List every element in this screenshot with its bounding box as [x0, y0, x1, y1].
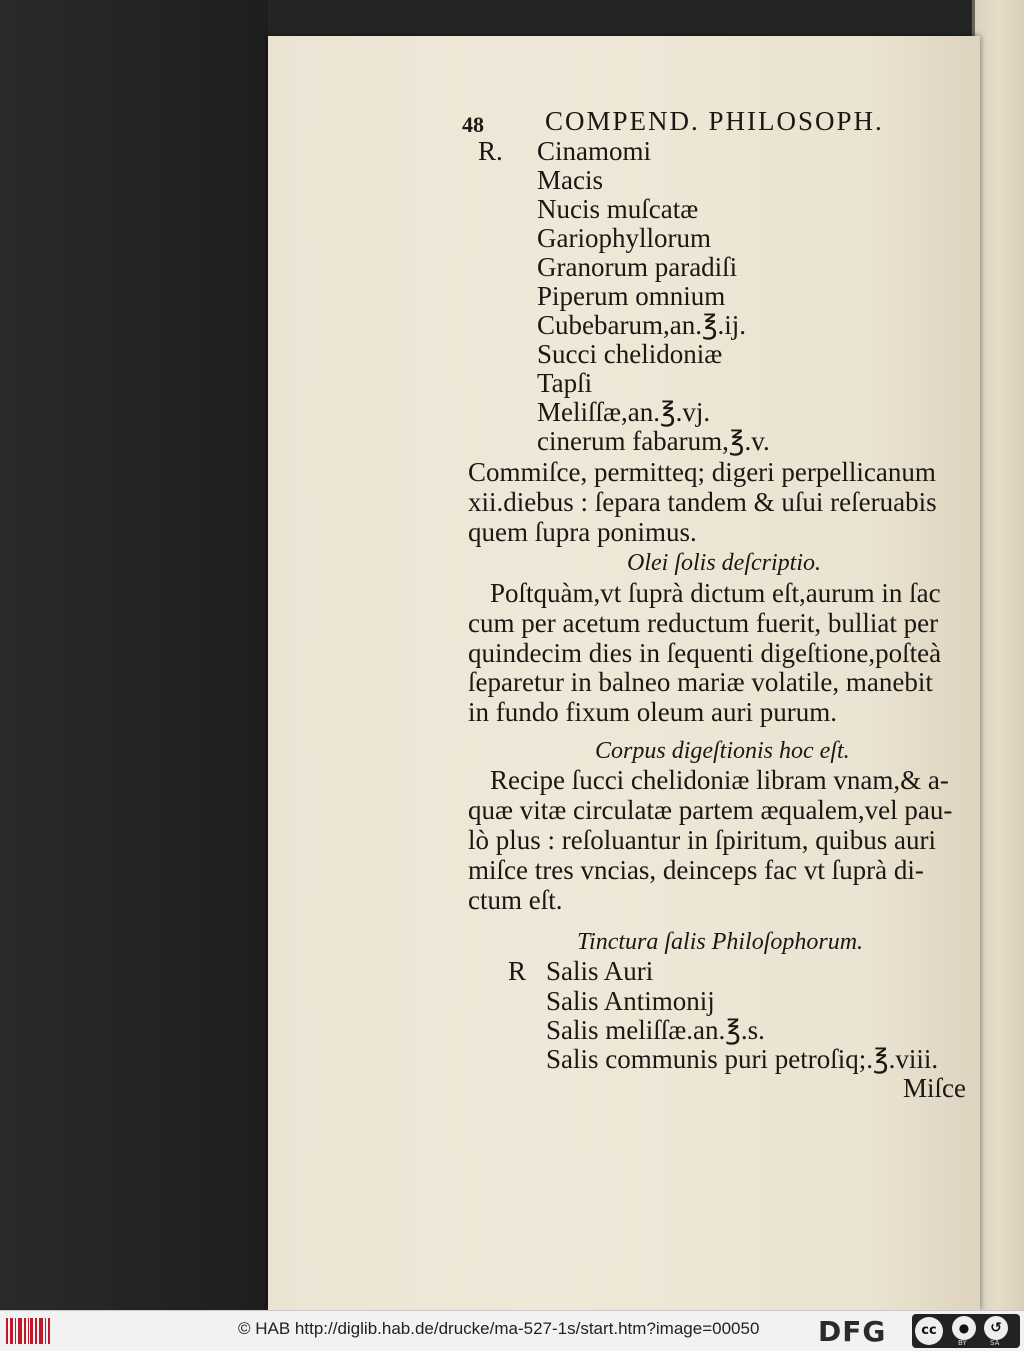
text-line: quindecim dies in ſequenti digeſtione,poſteà	[468, 638, 942, 668]
text-line: quæ vitæ circulatæ partem æqualem,vel pau-	[468, 795, 953, 825]
text-line: Poſtquàm,vt ſuprà dictum eſt,aurum in ſac	[490, 578, 941, 608]
ingredient-line: Macis	[537, 165, 603, 195]
ingredient-line: Salis communis puri petroſiq;.℥.viii.	[546, 1044, 939, 1074]
cc-license-badge[interactable]	[912, 1314, 1020, 1348]
text-line: Commiſce, permitteq; digeri perpellicanum	[468, 457, 936, 487]
ingredient-line: Salis meliſſæ.an.℥.s.	[546, 1015, 765, 1045]
ingredient-line: Gariophyllorum	[537, 223, 711, 253]
text-line: miſce tres vncias, deinceps fac vt ſuprà di-	[468, 855, 924, 885]
running-head: COMPEND. PHILOSOPH.	[545, 106, 884, 136]
sa-label: SA	[990, 1339, 1000, 1347]
dfg-logo: DFG	[818, 1315, 887, 1348]
attribution-link[interactable]: © HAB http://diglib.hab.de/drucke/ma-527-1s/start.htm?image=00050	[238, 1319, 760, 1338]
section-heading: Tinctura ſalis Philoſophorum.	[577, 929, 864, 955]
ingredient-line: Tapſi	[537, 368, 593, 398]
footer-bar	[0, 1310, 1024, 1351]
ingredient-line: cinerum fabarum,℥.v.	[537, 426, 770, 456]
catchword: Miſce	[903, 1073, 966, 1103]
by-label: BY	[958, 1339, 967, 1347]
ingredient-line: Piperum omnium	[537, 281, 726, 311]
section-heading: Olei ſolis deſcriptio.	[627, 550, 821, 576]
ingredient-line: Granorum paradiſi	[537, 252, 738, 282]
text-line: in fundo fixum oleum auri purum.	[468, 697, 837, 727]
text-line: quem ſupra ponimus.	[468, 517, 697, 547]
dark-background	[0, 0, 268, 1310]
ingredient-line: Nucis muſcatæ	[537, 194, 699, 224]
ingredient-line: Salis Antimonij	[546, 986, 715, 1016]
section-heading: Corpus digeſtionis hoc eſt.	[595, 738, 850, 764]
folio-number: 48	[462, 112, 484, 137]
text-line: lò plus : reſoluantur in ſpiritum, quibus auri	[468, 825, 936, 855]
ingredient-line: Cinamomi	[537, 136, 651, 166]
text-line: xii.diebus : ſepara tandem & uſui reſeruabis	[468, 487, 937, 517]
share-alike-icon: ↺	[984, 1316, 1008, 1340]
text-line: Recipe ſucci chelidoniæ libram vnam,& a-	[490, 765, 949, 795]
cc-icon: cc	[915, 1317, 943, 1345]
text-line: cum per acetum reductum fuerit, bulliat per	[468, 608, 939, 638]
ingredient-line: Cubebarum,an.℥.ij.	[537, 310, 747, 340]
attribution-icon: ●	[952, 1316, 976, 1340]
ingredient-line: Salis Auri	[546, 956, 654, 986]
text-line: ctum eſt.	[468, 885, 563, 915]
hab-logo-icon	[6, 1318, 50, 1344]
text-line: ſeparetur in balneo mariæ volatile, manebit	[468, 667, 933, 697]
ingredient-line: Meliſſæ,an.℥.vj.	[537, 397, 711, 427]
ingredient-line: Succi chelidoniæ	[537, 339, 723, 369]
recipe-marker: R.	[478, 136, 503, 166]
recipe-marker: R	[508, 956, 527, 986]
